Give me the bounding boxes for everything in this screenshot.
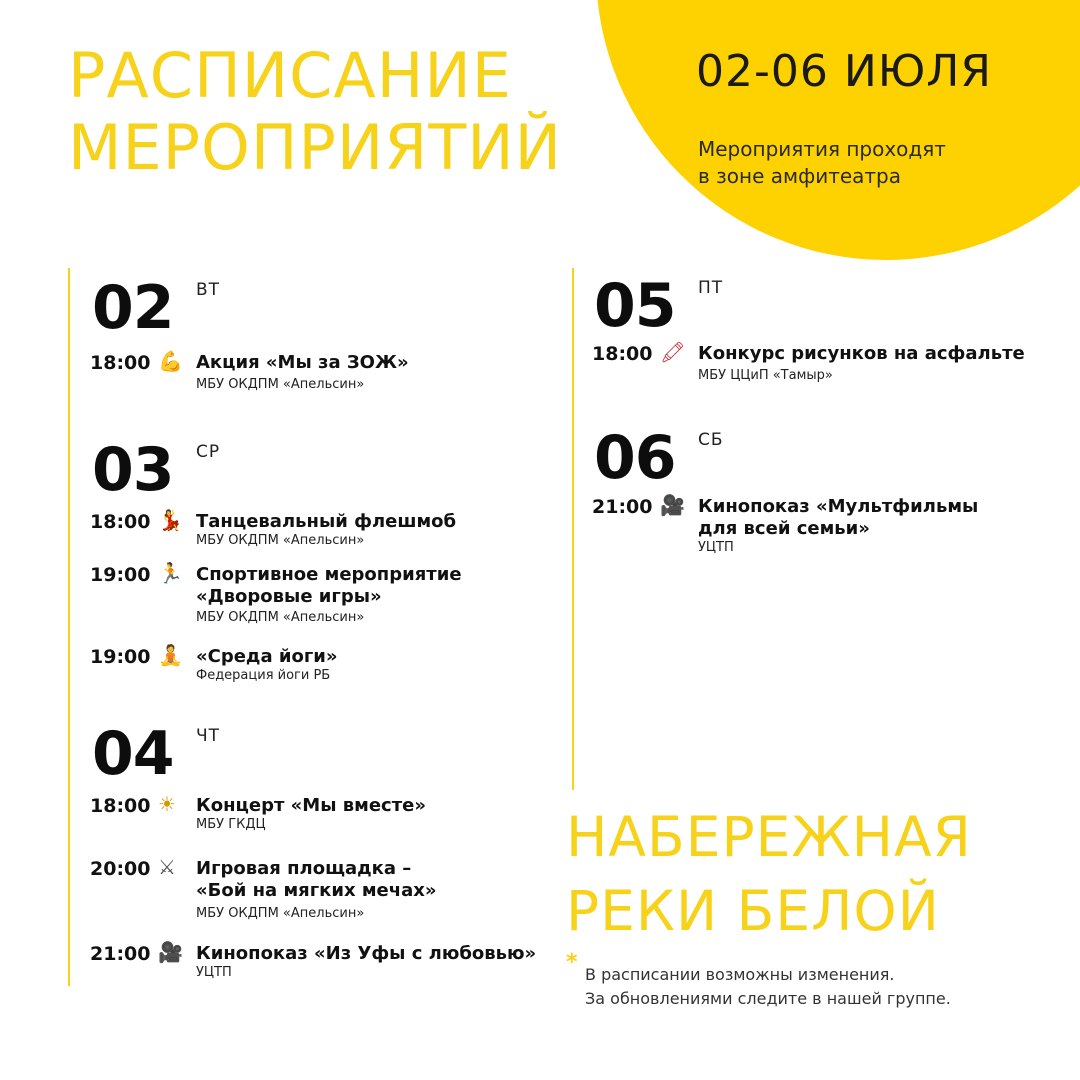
event-title xyxy=(196,564,556,608)
event-organizer: МБУ ОКДПМ «Апельсин» xyxy=(196,906,365,921)
event-title-line-2: «Бой на мягких мечах» xyxy=(196,880,437,901)
left-column-divider xyxy=(68,268,70,986)
event-organizer: МБУ ГКДЦ xyxy=(196,817,266,832)
venue-line-2: РЕКИ БЕЛОЙ xyxy=(566,879,940,943)
event-title xyxy=(196,646,556,668)
footnote xyxy=(585,963,951,1011)
event-title-line-1: Танцевальный флешмоб xyxy=(196,511,457,532)
day-number: 03 xyxy=(92,435,174,505)
event-item xyxy=(592,493,1062,562)
event-organizer: МБУ ОКДПМ «Апельсин» xyxy=(196,533,365,548)
event-organizer: МБУ ОКДПМ «Апельсин» xyxy=(196,610,365,625)
event-time: 19:00 xyxy=(90,646,151,668)
event-item xyxy=(90,940,560,983)
event-time: 20:00 xyxy=(90,858,151,880)
event-title-line-1: Спортивное мероприятие xyxy=(196,564,462,585)
event-time: 19:00 xyxy=(90,564,151,586)
event-time: 18:00 xyxy=(592,343,653,365)
title-line-1: РАСПИСАНИЕ xyxy=(68,39,512,112)
dancer-icon: 💃 xyxy=(158,508,183,532)
day-number: 06 xyxy=(594,423,676,493)
footnote-line-1: В расписании возможны изменения. xyxy=(585,965,895,984)
event-item xyxy=(90,561,560,630)
event-title xyxy=(698,496,1058,540)
day-number: 05 xyxy=(594,271,676,341)
day-number: 02 xyxy=(92,273,174,343)
crossed-swords-icon: ⚔ xyxy=(158,855,176,879)
footnote-line-2: За обновлениями следите в нашей группе. xyxy=(585,989,951,1008)
weekday-label: ЧТ xyxy=(196,726,221,746)
sun-icon: ☀ xyxy=(158,792,176,816)
event-title-line-2: «Дворовые игры» xyxy=(196,586,382,607)
event-title-line-1: Акция «Мы за ЗОЖ» xyxy=(196,352,409,373)
event-title-line-1: Кинопоказ «Из Уфы с любовью» xyxy=(196,943,537,964)
event-title xyxy=(196,858,556,902)
event-item xyxy=(90,508,560,551)
title-line-2: МЕРОПРИЯТИЙ xyxy=(68,111,562,184)
date-range: 02-06 ИЮЛЯ xyxy=(696,46,992,97)
event-organizer: МБУ ЦЦиП «Тамыр» xyxy=(698,368,833,383)
event-item xyxy=(90,643,560,686)
weekday-label: СР xyxy=(196,442,221,462)
event-organizer: Федерация йоги РБ xyxy=(196,668,331,683)
event-time: 18:00 xyxy=(90,352,151,374)
event-title xyxy=(196,795,556,817)
day-number: 04 xyxy=(92,719,174,789)
event-title-line-1: Кинопоказ «Мультфильмы xyxy=(698,496,979,517)
event-organizer: МБУ ОКДПМ «Апельсин» xyxy=(196,377,365,392)
event-title-line-1: Конкурс рисунков на асфальте xyxy=(698,343,1025,364)
event-title xyxy=(196,511,556,533)
crayon-icon: 🖍 xyxy=(660,340,686,364)
event-time: 21:00 xyxy=(90,943,151,965)
right-column-divider xyxy=(572,268,574,790)
event-title xyxy=(196,943,576,965)
movie-camera-icon: 🎥 xyxy=(660,493,685,517)
event-organizer: УЦТП xyxy=(698,540,734,555)
event-item xyxy=(90,855,560,924)
event-title-line-1: Игровая площадка – xyxy=(196,858,412,879)
event-organizer: УЦТП xyxy=(196,965,232,980)
weekday-label: СБ xyxy=(698,430,724,450)
event-title-line-2: для всей семьи» xyxy=(698,518,870,539)
event-time: 21:00 xyxy=(592,496,653,518)
location-note xyxy=(698,136,946,190)
event-title xyxy=(196,352,556,374)
event-title xyxy=(698,343,1068,365)
movie-camera-icon: 🎥 xyxy=(158,940,183,964)
event-title-line-1: «Среда йоги» xyxy=(196,646,338,667)
yellow-circle-decoration xyxy=(596,0,1080,260)
asterisk-mark: * xyxy=(566,950,578,975)
location-note-line-2: в зоне амфитеатра xyxy=(698,164,902,188)
location-note-line-1: Мероприятия проходят xyxy=(698,137,946,161)
venue-line-1: НАБЕРЕЖНАЯ xyxy=(566,805,972,869)
venue-title xyxy=(566,800,972,948)
event-time: 18:00 xyxy=(90,795,151,817)
event-time: 18:00 xyxy=(90,511,151,533)
event-item xyxy=(592,340,1062,387)
weekday-label: ВТ xyxy=(196,280,221,300)
event-title-line-1: Концерт «Мы вместе» xyxy=(196,795,426,816)
runner-icon: 🏃 xyxy=(158,561,183,585)
flexed-biceps-icon: 💪 xyxy=(158,349,183,373)
weekday-label: ПТ xyxy=(698,278,724,298)
yoga-icon: 🧘 xyxy=(158,643,183,667)
page-title xyxy=(68,40,562,184)
event-item xyxy=(90,792,560,835)
event-item xyxy=(90,349,560,396)
